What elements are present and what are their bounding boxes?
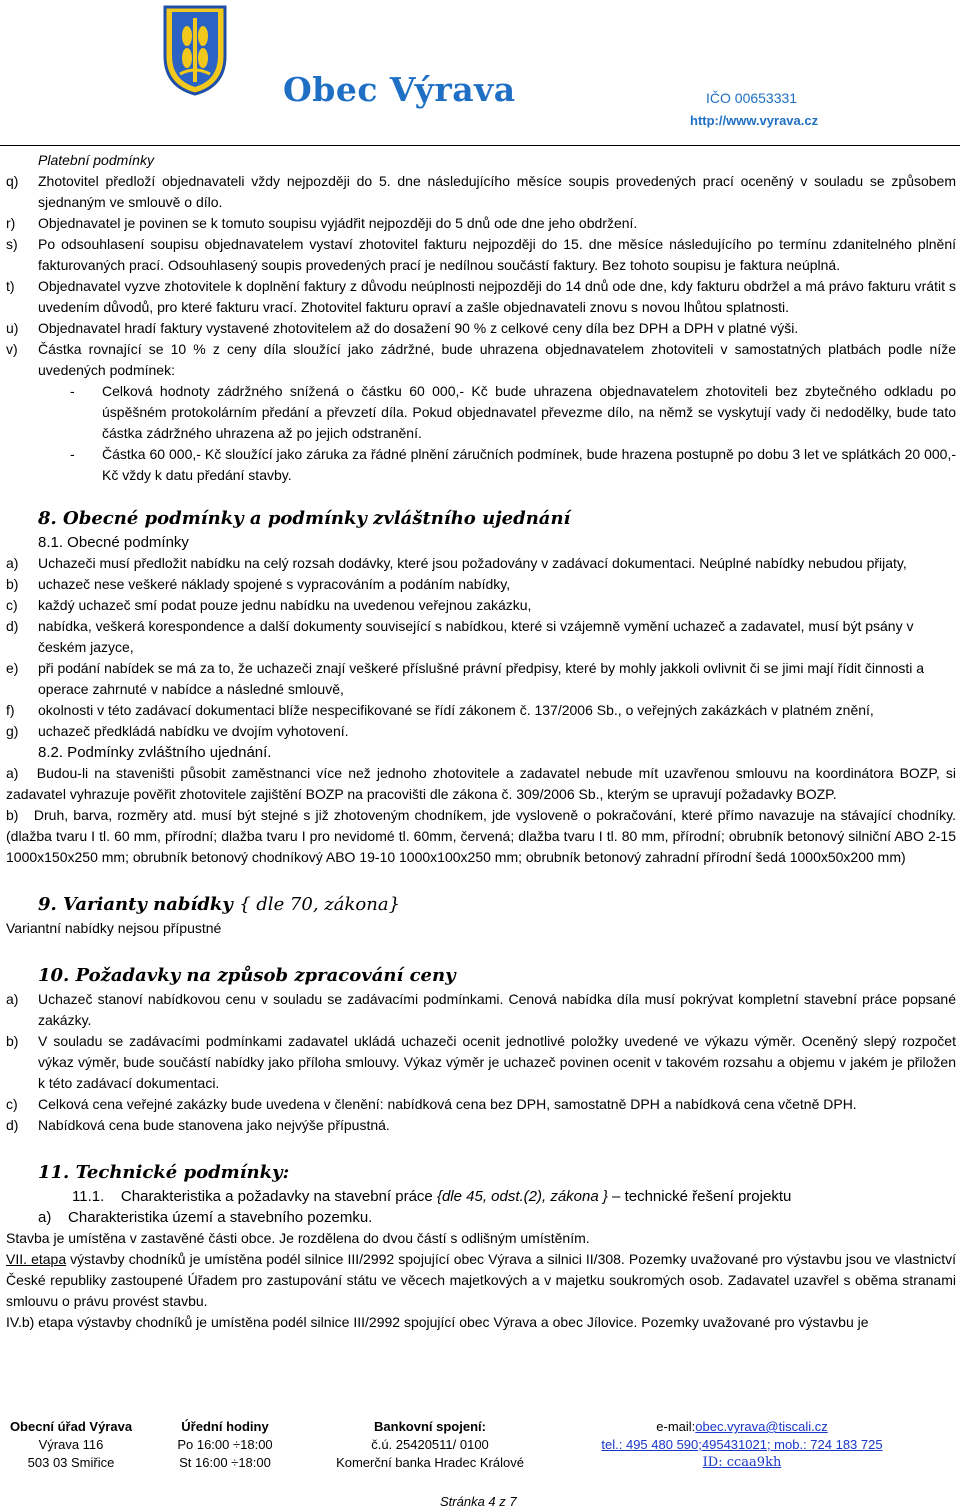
price-requirements-list <box>6 989 956 1136</box>
paragraph <box>6 763 956 805</box>
paragraph: IV.b) etapa výstavby chodníků je umístěna podél silnice III/2992 spojující obec Výrava a obec Jílovice. Pozemky uvažované pro výstavbu je <box>6 1314 869 1330</box>
paragraph: Variantní nabídky nejsou přípustné <box>6 920 222 936</box>
section-heading-9 <box>6 892 956 918</box>
item-text: uchazeč nese veškeré náklady spojené s vypracováním a podáním nabídky, <box>38 576 511 592</box>
item-text: každý uchazeč smí podat pouze jednu nabídku na uvedenou veřejnou zakázku, <box>38 597 532 613</box>
paragraph-text: výstavby chodníků je umístěna podél silnice III/2992 spojující obec Výrava a silnici II/308. Pozemky uvažované pro výstavbu jsou ve vlastnictví České republiky zastoupené Úřadem pro zastupování státu ve věcech majetkových a v majetku soukromých osob. Zadavatel uzavřel s oběma stranami smlouvu o právu provést stavbu. <box>6 1251 956 1309</box>
phone-link[interactable]: tel.: 495 480 590;495431021; mob.: 724 183 725 <box>601 1437 883 1452</box>
header-divider <box>0 145 960 146</box>
heading-reference: { dle 70, zákona} <box>239 894 401 915</box>
coat-of-arms-logo <box>162 4 228 96</box>
list-item <box>6 553 956 574</box>
list-item <box>6 658 956 700</box>
item-text: Po odsouhlasení soupisu objednavatelem vystaví zhotovitel fakturu nejpozději do 15. dne měsíce následujícího po termínu zdanitelného plnění fakturovaných prací. Odsouhlasený soupis provedených prací je nedílnou součástí faktury. Bez tohoto soupisu je faktura neúplná. <box>38 236 956 273</box>
paragraph <box>6 1249 956 1312</box>
list-item <box>6 1031 956 1094</box>
item-label: b) <box>6 576 19 592</box>
list-item <box>6 616 956 658</box>
paragraph <box>6 805 956 868</box>
item-label: v) <box>6 341 18 357</box>
item-text: Charakteristika území a stavebního pozemku. <box>68 1209 373 1226</box>
list-item <box>6 595 956 616</box>
data-box-id[interactable]: ID: ccaa9kh <box>702 1455 782 1470</box>
website-link[interactable]: http://www.vyrava.cz <box>690 113 819 128</box>
document-body <box>6 150 956 1333</box>
paragraph-label: b) <box>6 807 19 823</box>
item-text: Celková cena veřejné zakázky bude uvedena v členění: nabídková cena bez DPH, samostatně DPH a nabídková cena včetně DPH. <box>38 1096 857 1112</box>
subsection-reference: {dle 45, odst.(2), zákona } <box>436 1188 608 1205</box>
list-item <box>6 213 956 234</box>
footer-email-line <box>584 1418 900 1436</box>
subsection-heading-8-2: 8.2. Podmínky zvláštního ujednání. <box>38 744 272 761</box>
item-label: u) <box>6 320 19 336</box>
list-item <box>6 989 956 1031</box>
subsection-heading-8-1: 8.1. Obecné podmínky <box>38 534 189 551</box>
item-label: g) <box>6 723 19 739</box>
paragraph: Stavba je umístěna v zastavěné části obce. Je rozdělena do dvou částí s odlišným umístěním. <box>6 1230 590 1246</box>
list-item <box>6 171 956 213</box>
footer-office-city: 503 03 Smiřice <box>27 1455 115 1470</box>
item-text: Nabídková cena bude stanovena jako nejvýše přípustná. <box>38 1117 390 1133</box>
item-text: Objednavatel vyzve zhotovitele k doplnění faktury z důvodu neúplnosti nejpozději do 14 dnů ode dne, kdy fakturu obdržel a má právo fakturu vrátit s uvedením důvodů, pro které fakturu vrací. Zhotovitel fakturu opraví a zašle objednavateli znovu s novou lhůtou splatnosti. <box>38 278 956 315</box>
heading-main: 9. Varianty nabídky <box>38 894 240 915</box>
sub-list-item <box>6 381 956 444</box>
paragraph-text: Druh, barva, rozměry atd. musí být stejné s již zhotoveným chodníkem, jde vysloveně o pokračování, které přímo navazuje na stávající chodníky. (dlažba tvaru I tl. 60 mm, přírodní; dlažba tvaru I pro nevidomé tl. 60mm, červená; dlažba tvaru I tl. 80 mm, přírodní; obrubník betonový silniční ABO 2-15 1000x150x250 mm; obrubník betonový chodníkový ABO 19-10 1000x100x250 mm; obrubník betonový zahradní přírodní šedá 1000x50x200 mm) <box>6 807 957 865</box>
subsection-text: Charakteristika a požadavky na stavební práce <box>120 1188 437 1205</box>
section-title-payment: Platební podmínky <box>38 152 154 168</box>
email-link[interactable]: obec.vyrava@tiscali.cz <box>695 1419 828 1434</box>
item-label: a) <box>38 1209 52 1226</box>
item-text: Částka rovnající se 10 % z ceny díla sloužící jako zádržné, bude uhrazena objednavatelem zhotoviteli v samostatných platbách podle níže uvedených podmínek: <box>38 341 956 378</box>
list-item <box>6 318 956 339</box>
subsection-heading-a <box>6 1207 956 1228</box>
dash-bullet: - <box>70 446 75 462</box>
item-text: V souladu se zadávacími podmínkami zadavatel ukládá uchazeči ocenit jednotlivé položky uvedené ve výkazu výměr. Oceněný slepý rozpočet výkaz výměr, bude součástí nabídky jako příloha smlouvy. Výkaz výměr je uchazeč povinen ocenit v takovém rozsahu a objemu v jakém je přiložen k této zadávací dokumentaci. <box>38 1033 956 1091</box>
footer-bank-account: č.ú. 25420511/ 0100 <box>371 1437 489 1452</box>
subsection-heading-11-1 <box>6 1186 956 1207</box>
sub-list-item <box>6 444 956 486</box>
footer-hours-mon: Po 16:00 ÷18:00 <box>177 1437 273 1452</box>
item-text: nabídka, veškerá korespondence a další dokumenty související s nabídkou, které si vzájemně vymění uchazeč a zadavatel, musí být psány v českém jazyce, <box>38 618 914 655</box>
section-heading-8: 8. Obecné podmínky a podmínky zvláštního ujednání <box>38 508 571 529</box>
item-label: a) <box>6 555 19 571</box>
item-label: c) <box>6 1096 18 1112</box>
item-label: f) <box>6 702 15 718</box>
item-label: a) <box>6 991 19 1007</box>
subsection-number: 11.1. <box>72 1188 105 1205</box>
list-item <box>6 721 956 742</box>
item-label: r) <box>6 215 16 231</box>
section-heading-10: 10. Požadavky na způsob zpracování ceny <box>38 965 456 986</box>
footer-office-address: Výrava 116 <box>38 1437 104 1452</box>
footer-bank-title: Bankovní spojení: <box>374 1419 486 1434</box>
item-label: t) <box>6 278 15 294</box>
list-item <box>6 339 956 381</box>
item-text: Uchazeči musí předložit nabídku na celý rozsah dodávky, které jsou požadovány v zadávací dokumentaci. Neúplné nabídky nebudou přijaty, <box>38 555 907 571</box>
footer-hours <box>160 1418 290 1472</box>
item-text: Objednavatel hradí faktury vystavené zhotovitelem až do dosažení 90 % z celkové ceny díla bez DPH a DPH v platné výši. <box>38 320 799 336</box>
stage-label: VII. etapa <box>6 1251 67 1267</box>
organization-name: Obec Výrava <box>283 70 516 109</box>
item-label: q) <box>6 173 19 189</box>
footer-hours-title: Úřední hodiny <box>181 1419 269 1434</box>
item-label: s) <box>6 236 18 252</box>
section-heading-11: 11. Technické podmínky: <box>38 1162 290 1183</box>
item-text: Objednavatel je povinen se k tomuto soupisu vyjádřit nejpozději do 5 dnů ode dne jeho obdržení. <box>38 215 638 231</box>
list-item <box>6 1115 956 1136</box>
footer-email-label: e-mail: <box>656 1419 696 1434</box>
item-label: c) <box>6 597 18 613</box>
general-conditions-list <box>6 553 956 742</box>
item-text: uchazeč předkládá nabídku ve dvojím vyhotovení. <box>38 723 349 739</box>
footer-office <box>6 1418 136 1472</box>
item-text: Uchazeč stanoví nabídkovou cenu v souladu se zadávacími podmínkami. Cenová nabídka díla musí pokrývat kompletní stavební práce popsané zakázky. <box>38 991 956 1028</box>
item-label: e) <box>6 660 19 676</box>
subsection-text-end: – technické řešení projektu <box>607 1188 792 1205</box>
page-number: Stránka 4 z 7 <box>440 1494 517 1509</box>
sub-item-text: Celková hodnoty zádržného snížená o částku 60 000,- Kč bude uhrazena objednavatelem zhotoviteli bez zbytečného odkladu po úspěšném protokolárním předání a převzetí díla. Pokud objednavatel převezme dílo, na němž se vyskytují vady či nedodělky, bude tato částka zádržného uhrazena až po jejich odstranění. <box>102 383 956 441</box>
list-item <box>6 234 956 276</box>
footer-hours-wed: St 16:00 ÷18:00 <box>179 1455 271 1470</box>
list-item <box>6 700 956 721</box>
list-item <box>6 1094 956 1115</box>
ico-number: IČO 00653331 <box>706 90 798 106</box>
dash-bullet: - <box>70 383 75 399</box>
footer-bank-name: Komerční banka Hradec Králové <box>336 1455 524 1470</box>
payment-terms-list <box>6 171 956 486</box>
footer-contact <box>584 1418 900 1472</box>
sub-item-text: Částka 60 000,- Kč sloužící jako záruka za řádné plnění záručních podmínek, bude hrazena postupně po dobu 3 let ve splátkách 20 000,- Kč vždy k datu předání stavby. <box>102 446 956 483</box>
paragraph-text: Budou-li na staveništi působit zaměstnanci více než jednoho zhotovitele a zadavatel nebude mít uzavřenou smlouvu na koordinátora BOZP, si zadavatel vyhrazuje pověřit zhotovitele zajištění BOZP na pracovišti dle zákona č. 309/2006 Sb., kterým se upravují požadavky BOZP. <box>6 765 956 802</box>
item-text: Zhotovitel předloží objednavateli vždy nejpozději do 5. dne následujícího měsíce soupis provedených prací oceněný v souladu se způsobem sjednaným ve smlouvě o dílo. <box>38 173 956 210</box>
list-item <box>6 276 956 318</box>
footer-bank <box>318 1418 542 1472</box>
item-text: okolnosti v této zadávací dokumentaci blíže nespecifikované se řídí zákonem č. 137/2006 Sb., o veřejných zakázkách v platném znění, <box>38 702 874 718</box>
footer-office-title: Obecní úřad Výrava <box>9 1419 133 1434</box>
item-label: b) <box>6 1033 19 1049</box>
item-label: d) <box>6 618 19 634</box>
item-text: při podání nabídek se má za to, že uchazeči znají veškeré příslušné právní předpisy, které by mohly jakkoli ovlivnit či se jimi mají řídit činnosti a operace zahrnuté v nabídce a následné smlouvě, <box>38 660 925 697</box>
paragraph-label: a) <box>6 765 19 781</box>
item-label: d) <box>6 1117 19 1133</box>
list-item <box>6 574 956 595</box>
